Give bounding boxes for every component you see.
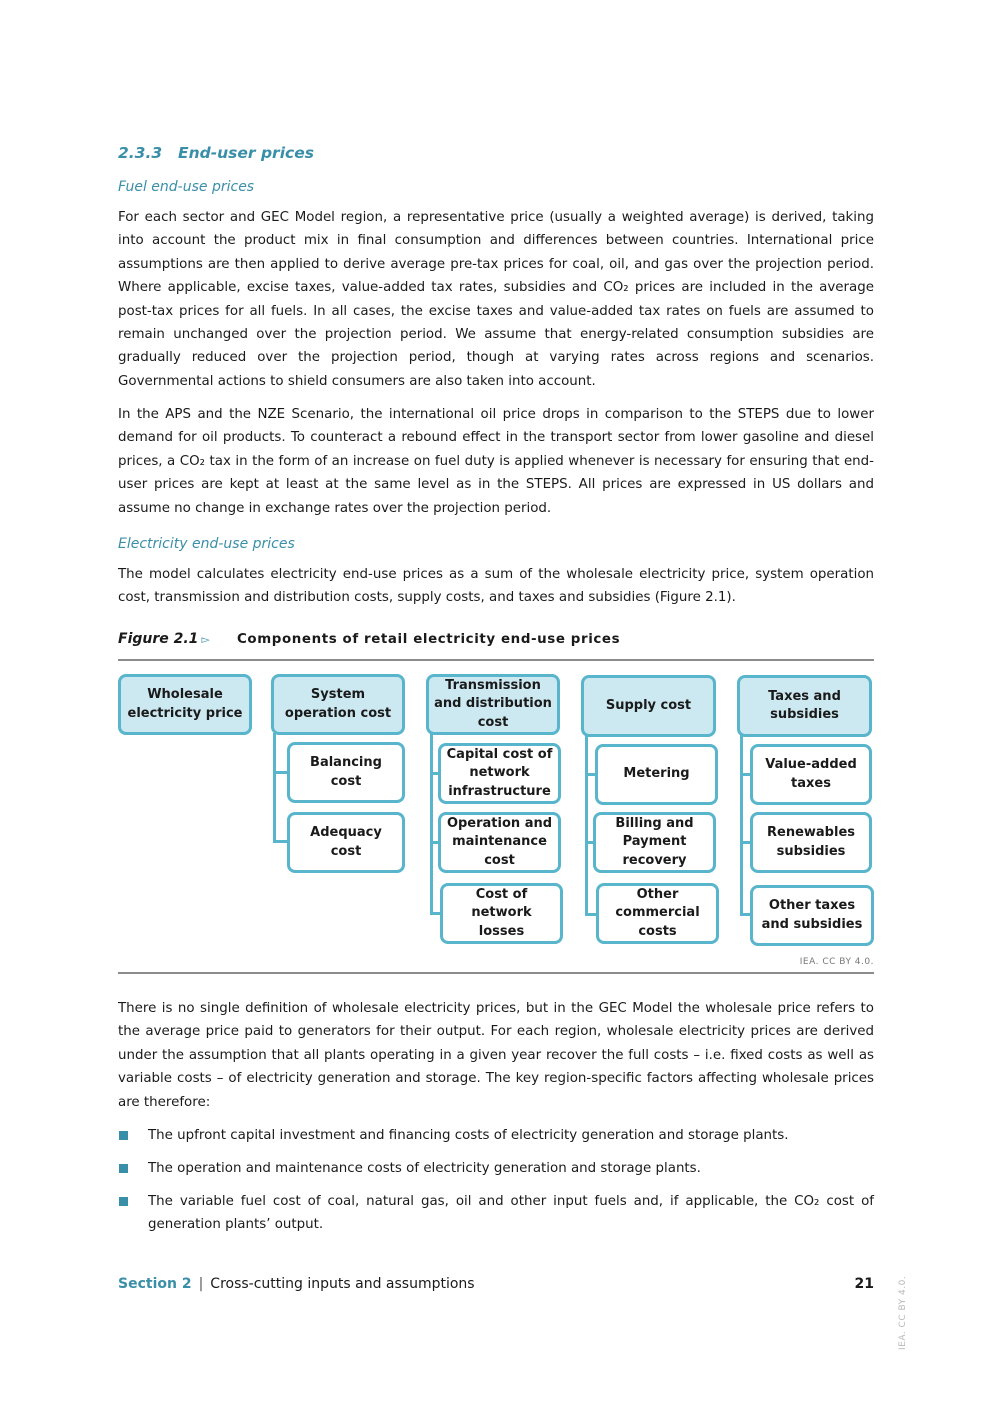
box-network-om-cost: Operation and maintenance cost xyxy=(438,812,561,873)
footer xyxy=(118,1276,475,1292)
connector-vertical xyxy=(273,733,276,843)
box-taxes-subsidies: Taxes and subsidies xyxy=(737,675,872,737)
box-other-taxes-subsidies: Other taxes and subsidies xyxy=(750,885,874,946)
box-network-losses-cost: Cost of network losses xyxy=(440,883,563,944)
footer-section: Section 2 xyxy=(118,1276,192,1292)
connector-vertical xyxy=(430,733,433,915)
box-supply-cost: Supply cost xyxy=(581,675,716,737)
figure-caption: Components of retail electricity end-use prices xyxy=(237,632,621,647)
connector-horizontal xyxy=(273,771,288,774)
bullet-square-icon xyxy=(119,1164,128,1173)
section-number: 2.3.3 xyxy=(118,144,163,162)
subheading-electricity: Electricity end-use prices xyxy=(118,536,295,552)
box-wholesale-price: Wholesale electricity price xyxy=(118,674,252,735)
bullet-square-icon xyxy=(119,1131,128,1140)
box-adequacy-cost: Adequacy cost xyxy=(287,812,405,873)
box-billing-payment-recovery: Billing and Payment recovery xyxy=(593,812,716,873)
box-system-operation: System operation cost xyxy=(271,674,405,735)
bullet-item: The operation and maintenance costs of electricity generation and storage plants. xyxy=(148,1161,701,1176)
box-metering: Metering xyxy=(595,744,718,805)
box-balancing-cost: Balancing cost xyxy=(287,742,405,803)
figure-marker-icon: ▻ xyxy=(201,633,210,646)
subheading-fuel: Fuel end-use prices xyxy=(118,179,255,195)
footer-title: Cross-cutting inputs and assumptions xyxy=(210,1276,475,1292)
connector-vertical xyxy=(585,735,588,916)
connector-horizontal xyxy=(430,912,440,915)
figure-label: Figure 2.1 xyxy=(118,631,199,647)
box-value-added-taxes: Value-added taxes xyxy=(750,744,872,805)
box-other-commercial-costs: Other commercial costs xyxy=(596,883,719,944)
figure-bottom-rule xyxy=(118,972,874,974)
figure-credit: IEA. CC BY 4.0. xyxy=(799,957,874,967)
box-renewables-subsidies: Renewables subsidies xyxy=(750,812,872,873)
paragraph-wholesale: There is no single definition of wholesale electricity prices, but in the GEC Model the wholesale price refers to the average price paid to generators for their output. For each region, wholesale electricity prices are derived under the assumption that all plants operating in a given year recover the full costs – i.e. fixed costs as well as variable costs – of electricity generation and storage. The key region-specific factors affecting wholesale prices are therefore: xyxy=(118,1001,874,1110)
connector-vertical xyxy=(740,735,743,916)
connector-horizontal xyxy=(273,840,288,843)
paragraph-fuel-2: In the APS and the NZE Scenario, the international oil price drops in comparison to the STEPS due to lower demand for oil products. To counteract a rebound effect in the transport sector from lower gasoline and diesel prices, a CO₂ tax in the form of an increase on fuel duty is applied whenever is necessary for ensuring that end-user prices are kept at least at the same level as in the STEPS. All prices are expressed in US dollars and assume no change in exchange rates over the projection period. xyxy=(118,407,874,516)
bullet-item: The upfront capital investment and financing costs of electricity generation and storage plants. xyxy=(148,1128,789,1143)
bullet-square-icon xyxy=(119,1197,128,1206)
box-network-capital-cost: Capital cost of network infrastructure xyxy=(438,743,561,804)
page-number: 21 xyxy=(854,1276,874,1292)
section-title: End-user prices xyxy=(178,144,314,162)
footer-separator: | xyxy=(198,1276,204,1292)
side-license-note: IEA. CC BY 4.0. xyxy=(898,1275,908,1350)
paragraph-fuel-1: For each sector and GEC Model region, a representative price (usually a weighted average) is derived, taking into account the product mix in final consumption and differences between countries. International price assumptions are then applied to derive average pre-tax prices for coal, oil, and gas over the projection period. Where applicable, excise taxes, value-added tax rates, subsidies and CO₂ prices are included in the average post-tax prices for all fuels. In all cases, the excise taxes and value-added tax rates on fuels are assumed to remain unchanged over the projection period. We assume that energy-related consumption subsidies are gradually reduced over the projection period, though at varying rates across regions and scenarios. Governmental actions to shield consumers are also taken into account. xyxy=(118,210,874,389)
box-transmission-distribution: Transmission and distribution cost xyxy=(426,674,560,735)
bullet-item: The variable fuel cost of coal, natural gas, oil and other input fuels and, if applicable, the CO₂ cost of generation plants’ output. xyxy=(148,1194,874,1233)
paragraph-electricity-1: The model calculates electricity end-use prices as a sum of the wholesale electricity price, system operation cost, transmission and distribution costs, supply costs, and taxes and subsidies (Figure 2.1). xyxy=(118,567,874,606)
